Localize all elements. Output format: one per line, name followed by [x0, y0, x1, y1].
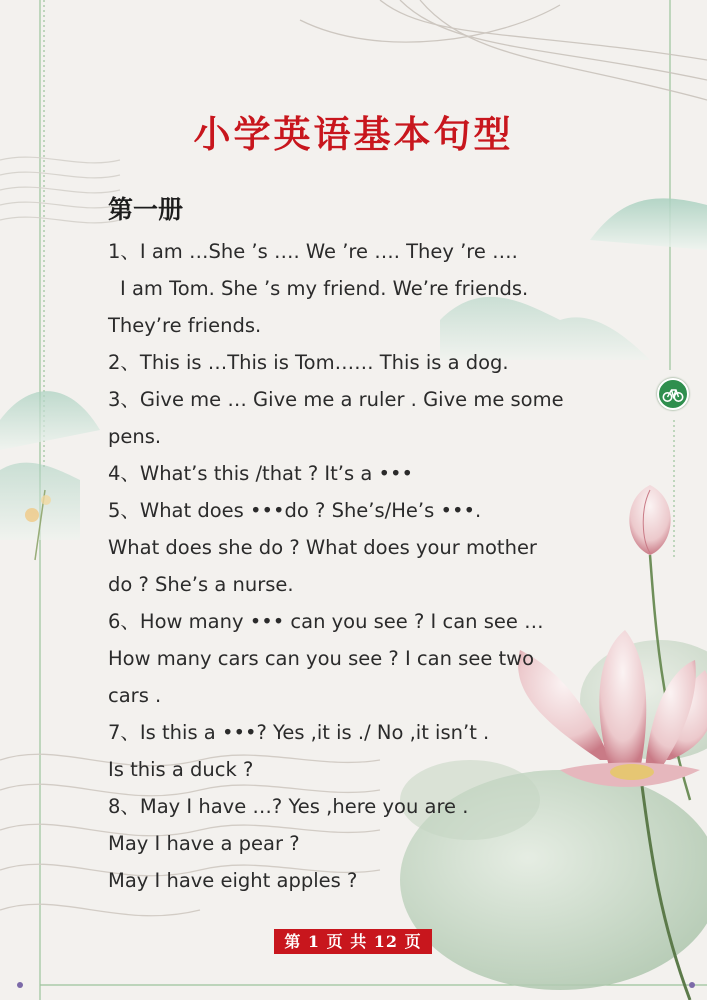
text-line: 3、Give me … Give me a ruler . Give me some: [108, 388, 564, 411]
text-line: 4、What’s this /that ? It’s a •••: [108, 462, 414, 485]
text-line: I am Tom. She ’s my friend. We’re friends.: [120, 277, 529, 300]
sentence-list: [108, 233, 608, 899]
lotus-bud: [629, 485, 670, 555]
text-line: 2、This is …This is Tom…… This is a dog.: [108, 351, 509, 374]
text-line: What does she do ? What does your mother: [108, 536, 537, 559]
text-line: How many cars can you see ? I can see two: [108, 647, 535, 670]
bicycle-icon: [657, 378, 689, 410]
section-heading: 第一册: [108, 195, 184, 224]
text-line: 6、How many ••• can you see ? I can see …: [108, 610, 544, 633]
text-line: 5、What does •••do ? She’s/He’s •••.: [108, 499, 482, 522]
text-line: They’re friends.: [108, 314, 262, 337]
text-line: 1、I am …She ’s …. We ’re …. They ’re ….: [108, 240, 518, 263]
document-title: 小学英语基本句型: [193, 112, 514, 156]
text-line: May I have eight apples ?: [108, 869, 358, 892]
text-line: pens.: [108, 425, 162, 448]
page-number: 第 1 页 共 12 页: [274, 929, 432, 954]
text-line: do ? She’s a nurse.: [108, 573, 294, 596]
text-line: cars .: [108, 684, 162, 707]
text-line: Is this a duck ?: [108, 758, 254, 781]
text-line: May I have a pear ?: [108, 832, 300, 855]
text-line: 7、Is this a •••? Yes ,it is ./ No ,it isn’t .: [108, 721, 490, 744]
text-line: 8、May I have …? Yes ,here you are .: [108, 795, 469, 818]
